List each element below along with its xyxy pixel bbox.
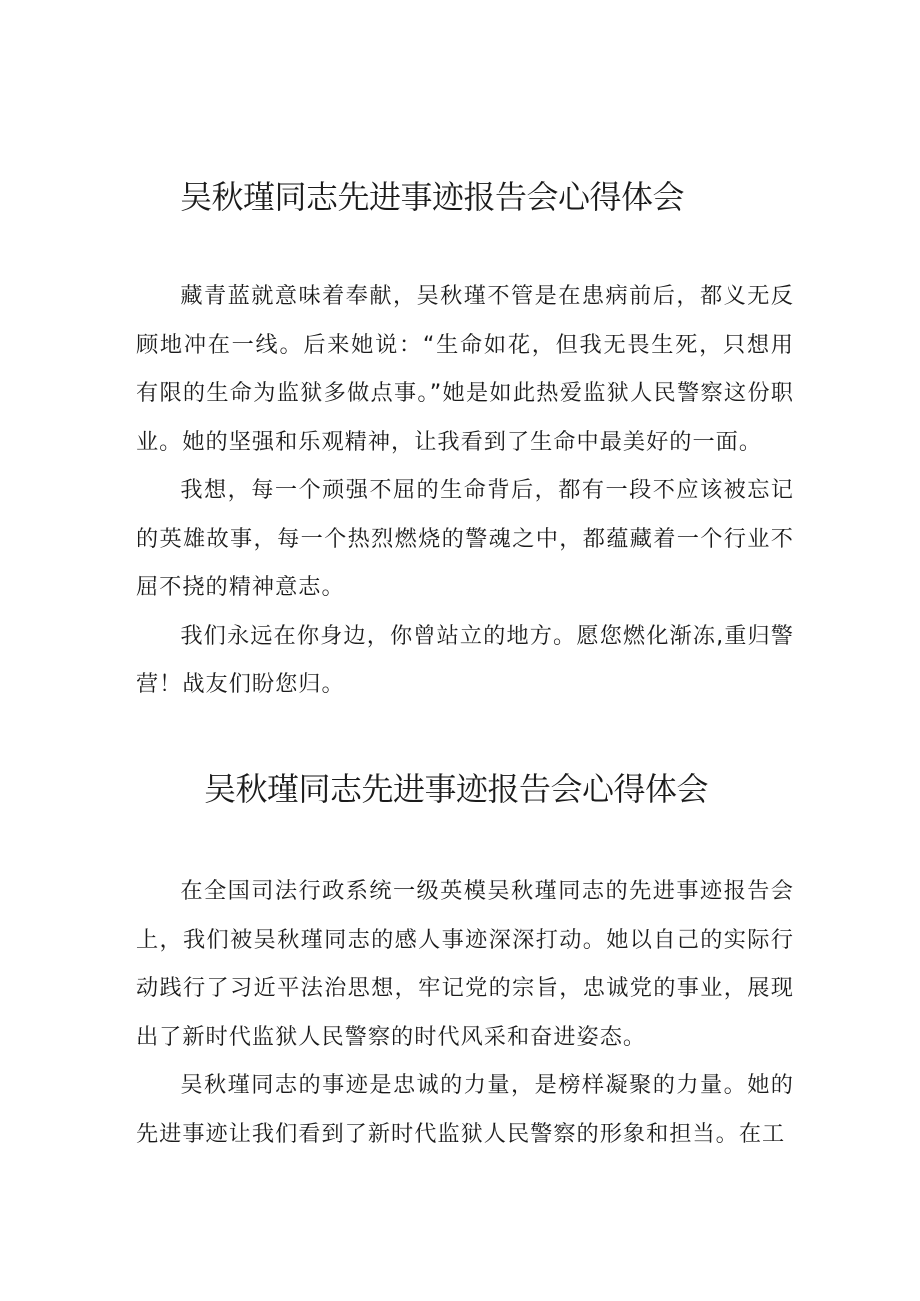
article-1-body xyxy=(136,272,794,709)
article-1-title: 吴秋瑾同志先进事迹报告会心得体会 xyxy=(180,178,685,216)
article-2 xyxy=(136,764,794,1158)
article-1-paragraph-3: 我们永远在你身边，你曾站立的地方。愿您燃化渐冻,重归警营！战友们盼您归。 xyxy=(136,622,794,697)
article-2-paragraph-2: 吴秋瑾同志的事迹是忠诚的力量，是榜样凝聚的力量。她的先进事迹让我们看到了新时代监狱人民警察的形象和担当。在工 xyxy=(136,1072,794,1147)
article-2-paragraph-1: 在全国司法行政系统一级英模吴秋瑾同志的先进事迹报告会上，我们被吴秋瑾同志的感人事迹深深打动。她以自己的实际行动践行了习近平法治思想，牢记党的宗旨，忠诚党的事业，展现出了新时代监狱人民警察的时代风采和奋进姿态。 xyxy=(136,878,794,1050)
article-2-title: 吴秋瑾同志先进事迹报告会心得体会 xyxy=(204,770,709,808)
article-1-paragraph-2: 我想，每一个顽强不屈的生命背后，都有一段不应该被忘记的英雄故事，每一个热烈燃烧的警魂之中，都蕴藏着一个行业不屈不挠的精神意志。 xyxy=(136,477,794,600)
article-2-body xyxy=(136,867,794,1158)
article-1-paragraph-1: 藏青蓝就意味着奉献，吴秋瑾不管是在患病前后，都义无反顾地冲在一线。后来她说：“生命如花，但我无畏生死，只想用有限的生命为监狱多做点事。”她是如此热爱监狱人民警察这份职业。她的坚强和乐观精神，让我看到了生命中最美好的一面。 xyxy=(136,283,794,455)
article-1 xyxy=(136,172,794,709)
